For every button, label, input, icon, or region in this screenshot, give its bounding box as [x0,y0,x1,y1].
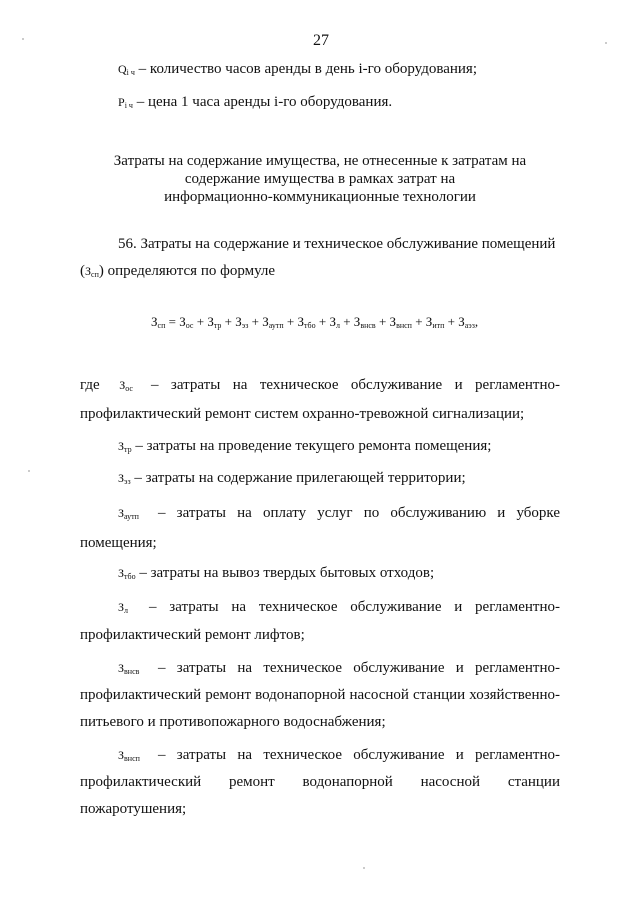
symbol-subscript: i ч [124,101,133,110]
formula: $З_{сп} = З_{ос} + З_{тр} + З_{эз} + З_{аутп} + З_{тбо} + З_л + З_{внсв} + З_{внсп} + З_{итп} + З_{аэз}$, [151,314,479,330]
formula-term-subscript: эз [241,321,249,330]
symbol-subscript: сп [91,270,99,279]
formula-term: З [425,314,433,329]
formula-lhs: З [151,314,158,329]
def-vnsp-symbol: $З_{внсп}$ [118,748,140,763]
def-l-line1: – затраты на техническое обслуживание и регламентно- [149,599,560,615]
def-tbo: $З_{тбо}$ – затраты на вывоз твердых бытовых отходов; [118,565,435,581]
def-l-symbol: $З_л$ [118,600,129,615]
def-oc-line2: профилактический ремонт систем охранно-тревожной сигнализации; [80,406,525,422]
paragraph-56-line2: $(З_{сп})$ определяются по формуле [80,263,276,279]
formula-plus: + [444,314,459,329]
formula-term-subscript: внсп [396,321,412,330]
def-vnsv-line2: профилактический ремонт водонапорной насосной станции хозяйственно- [80,687,560,703]
formula-plus: + [193,314,208,329]
paragraph-56-line1: 56. Затраты на содержание и техническое обслуживание помещений [118,236,556,252]
formula-terms [179,314,475,329]
heading-line: информационно-коммуникационные технологии [164,189,476,205]
def-tr: $З_{тр}$ – затраты на проведение текущего ремонта помещения; [118,438,492,454]
formula-term: З [389,314,397,329]
def-autp-line1: – затраты на оплату услуг по обслуживанию и уборке [158,505,560,521]
formula-term-subscript: итп [432,321,445,330]
formula-plus: + [283,314,298,329]
scan-speck [605,42,607,44]
formula-plus: + [315,314,330,329]
formula-term-subscript: тр [213,321,222,330]
formula-term: З [179,314,186,329]
formula-plus: + [411,314,426,329]
symbol: З [85,264,92,278]
section-heading [80,152,560,206]
formula-term-subscript: ос [185,321,194,330]
formula-plus: + [221,314,236,329]
def-oc-line1: где $З_{ос}$ [80,377,133,393]
definition-p [118,94,392,111]
formula-term: З [262,314,269,329]
formula-end: , [474,314,479,329]
formula-term: З [353,314,361,329]
formula-plus: + [248,314,263,329]
definition-q [118,61,477,78]
scan-speck [28,470,30,472]
def-autp-line2: помещения; [80,535,157,551]
formula-term: З [235,314,242,329]
formula-term-subscript: аутп [268,321,284,330]
symbol: Q [118,62,127,76]
def-oc-line1-text: – затраты на техническое обслуживание и регламентно- [151,377,560,393]
def-vnsp-line1: – затраты на техническое обслуживание и регламентно- [158,747,560,763]
formula-term-subscript: аэз [464,321,475,330]
scan-speck [22,38,24,40]
formula-term: З [458,314,465,329]
formula-term-subscript: внсв [360,321,376,330]
def-autp-symbol: $З_{аутп}$ [118,506,139,521]
heading-line: Затраты на содержание имущества, не отнесенные к затратам на [113,153,527,169]
definition-text: – цена 1 часа аренды i-го оборудования. [132,94,393,110]
def-vnsv-line3: питьевого и противопожарного водоснабжения; [80,714,386,730]
formula-term: З [329,314,336,329]
def-l-line2: профилактический ремонт лифтов; [80,627,305,643]
formula-term-subscript: л [335,321,340,330]
def-vnsp-line3: пожаротушения; [80,801,187,817]
symbol-subscript: i ч [126,68,135,77]
formula-term: З [297,314,305,329]
heading-line: содержание имущества в рамках затрат на [184,171,456,187]
def-vnsv-symbol: $З_{внсв}$ [118,661,140,676]
formula-plus: + [375,314,390,329]
formula-term: З [207,314,214,329]
formula-plus: + [339,314,354,329]
def-vnsv-line1: – затраты на техническое обслуживание и регламентно- [158,660,560,676]
definition-text: – количество часов аренды в день i-го оборудования; [134,61,477,77]
scan-speck [363,867,365,869]
symbol: P [118,95,125,109]
formula-term-subscript: тбо [304,321,316,330]
def-ez: $З_{эз}$ – затраты на содержание прилегающей территории; [118,470,466,486]
page-number: 27 [313,32,329,49]
def-vnsp-line2: профилактический ремонт водонапорной насосной станции [80,774,560,790]
